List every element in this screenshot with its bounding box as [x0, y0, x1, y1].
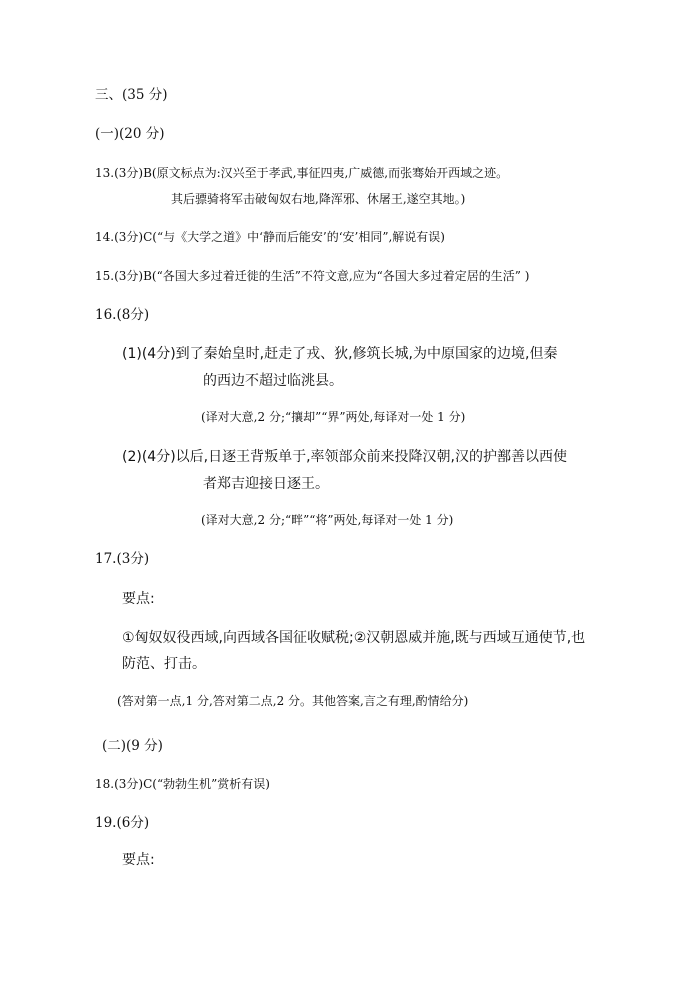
question-16-2-line-1: (2)(4分)以后,日逐王背叛单于,率领部众前来投降汉朝,汉的护鄯善以西使	[122, 449, 568, 465]
question-17-points-label: 要点:	[122, 591, 155, 607]
section-heading: 三、(35 分)	[95, 87, 168, 103]
question-16-2-line-2: 者郑吉迎接日逐王。	[203, 476, 329, 492]
part-one-heading: (一)(20 分)	[95, 126, 165, 142]
question-13-line-2: 其后骠骑将军击破匈奴右地,降浑邪、休屠王,遂空其地。)	[171, 192, 466, 206]
question-17-title: 17.(3分)	[95, 551, 150, 567]
question-17-scoring-note: (答对第一点,1 分,答对第二点,2 分。其他答案,言之有理,酌情给分)	[117, 694, 469, 708]
part-two-heading: (二)(9 分)	[102, 738, 163, 754]
question-18-line: 18.(3分)C(“勃勃生机”赏析有误)	[95, 777, 270, 791]
question-19-title: 19.(6分)	[95, 815, 150, 831]
question-16-1-line-2: 的西边不超过临洮县。	[203, 373, 343, 389]
question-16-2-scoring-note: (译对大意,2 分;“畔”“将”两处,每译对一处 1 分)	[201, 513, 454, 527]
question-17-line-1: ①匈奴奴役西域,向西域各国征收赋税;②汉朝恩威并施,既与西域互通使节,也	[122, 630, 586, 646]
question-19-points-label: 要点:	[122, 852, 155, 868]
question-13-line-1: 13.(3分)B(原文标点为:汉兴至于孝武,事征四夷,广威德,而张骞始开西域之迹。	[95, 166, 509, 180]
question-16-1-scoring-note: (译对大意,2 分;“攘却”“界”两处,每译对一处 1 分)	[201, 410, 466, 424]
question-16-1-line-1: (1)(4分)到了秦始皇时,赶走了戎、狄,修筑长城,为中原国家的边境,但秦	[122, 346, 558, 362]
question-17-line-2: 防范、打击。	[122, 656, 206, 672]
question-15-line: 15.(3分)B(“各国大多过着迁徙的生活”不符文意,应为“各国大多过着定居的生活” )	[95, 269, 530, 283]
question-16-title: 16.(8分)	[95, 307, 150, 323]
question-14-line: 14.(3分)C(“与《大学之道》中‘静而后能安’的‘安’相同”,解说有误)	[95, 230, 445, 244]
